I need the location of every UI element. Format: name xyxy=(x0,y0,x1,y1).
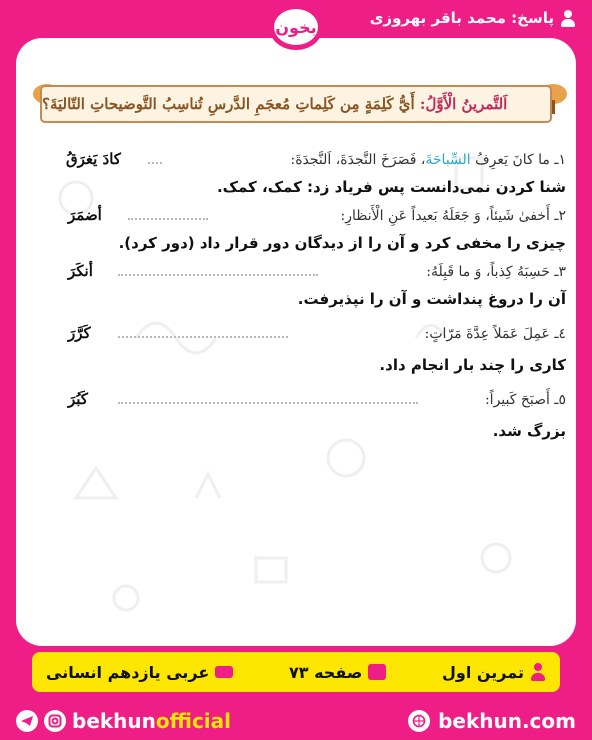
translation-line: شنا کردن نمی‌دانست پس فریاد زد: کمک، کمک. xyxy=(216,178,566,196)
website-link[interactable] xyxy=(408,709,576,733)
handle-white: bekhun xyxy=(72,709,156,733)
question-row xyxy=(58,322,566,350)
instagram-icon[interactable] xyxy=(44,710,66,732)
question-text: ٤ـ عَمِلَ عَمَلاً عِدَّةَ مَرّاتٍ: xyxy=(424,326,566,342)
exercise-title xyxy=(42,95,507,113)
question-text: ٣ـ حَسِبَهُ كِذباً، وَ ما قَبِلَهُ: xyxy=(426,264,566,280)
answer-author xyxy=(370,9,576,27)
answer-blank xyxy=(118,274,318,276)
question-highlight-word: السِّباحَةَ xyxy=(425,152,471,168)
exercise-content xyxy=(58,112,566,448)
brand-logo xyxy=(269,4,323,50)
answer-blank xyxy=(118,402,418,404)
question-row xyxy=(58,148,566,176)
translation-line: چیزی را مخفی کرد و آن را از دیدگان دور قرار داد (دور کرد). xyxy=(118,234,566,252)
social-handle[interactable] xyxy=(16,709,231,733)
footer-exercise-label: تمرین اول xyxy=(442,662,524,682)
answer-word: أنكَرَ xyxy=(68,262,93,280)
question-row xyxy=(58,260,566,288)
translation-line: کاری را چند بار انجام داد. xyxy=(379,356,566,374)
translation-line: بزرگ شد. xyxy=(492,422,566,440)
social-bar xyxy=(0,702,592,740)
footer-bar xyxy=(32,652,560,692)
student-icon xyxy=(530,663,546,681)
website-text: bekhun.com xyxy=(438,709,576,733)
question-row xyxy=(58,388,566,416)
globe-icon xyxy=(408,710,430,732)
open-book-icon xyxy=(368,664,386,680)
question-text: ٢ـ أَخفىٰ شَيئاً، وَ جَعَلَهُ بَعيداً عَنِ الْأَنظارِ: xyxy=(340,208,566,224)
answer-author-text: پاسخ: محمد باقر بهروزی xyxy=(369,9,554,27)
answer-word: كادَ يَغرَقُ xyxy=(66,150,121,168)
footer-page-label: صفحه ٧٣ xyxy=(289,662,363,682)
books-icon xyxy=(215,666,233,678)
exercise-title-question: أَيُّ كَلِمَةٍ مِن كَلِماتِ مُعجَمِ الدَّرسِ تُناسِبُ التَّوضيحاتِ التّاليَةَ؟ xyxy=(42,95,415,113)
question-row xyxy=(58,204,566,232)
translation-line: آن را دروغ پنداشت و آن را نپذیرفت. xyxy=(297,290,566,308)
telegram-icon[interactable] xyxy=(16,710,38,732)
exercise-title-main: اَلتَّمرينُ الْأَوَّلُ: xyxy=(419,95,508,113)
brand-logo-text: بخون xyxy=(274,9,318,45)
question-text: ٥ـ أَصبَحَ كَبيراً: xyxy=(484,392,566,408)
answer-word: كَرَّرَ xyxy=(68,324,91,342)
question-text xyxy=(290,152,566,168)
answer-blank xyxy=(128,218,208,220)
footer-exercise xyxy=(442,663,546,682)
footer-book-label: عربی یازدهم انسانی xyxy=(46,662,210,682)
handle-yellow: official xyxy=(155,709,232,733)
user-icon xyxy=(560,10,576,27)
answer-blank xyxy=(148,162,162,164)
footer-page xyxy=(289,663,386,682)
question-text-pre: ١ـ ما كانَ يَعرِفُ xyxy=(475,152,566,168)
answer-word: أضمَرَ xyxy=(68,206,102,224)
footer-book xyxy=(46,663,233,682)
answer-word: كَبُرَ xyxy=(68,390,88,408)
question-text-post: ، فَصَرَخَ النَّجدَةَ، اَلنَّجدَةَ: xyxy=(290,152,426,168)
answer-blank xyxy=(118,336,288,338)
